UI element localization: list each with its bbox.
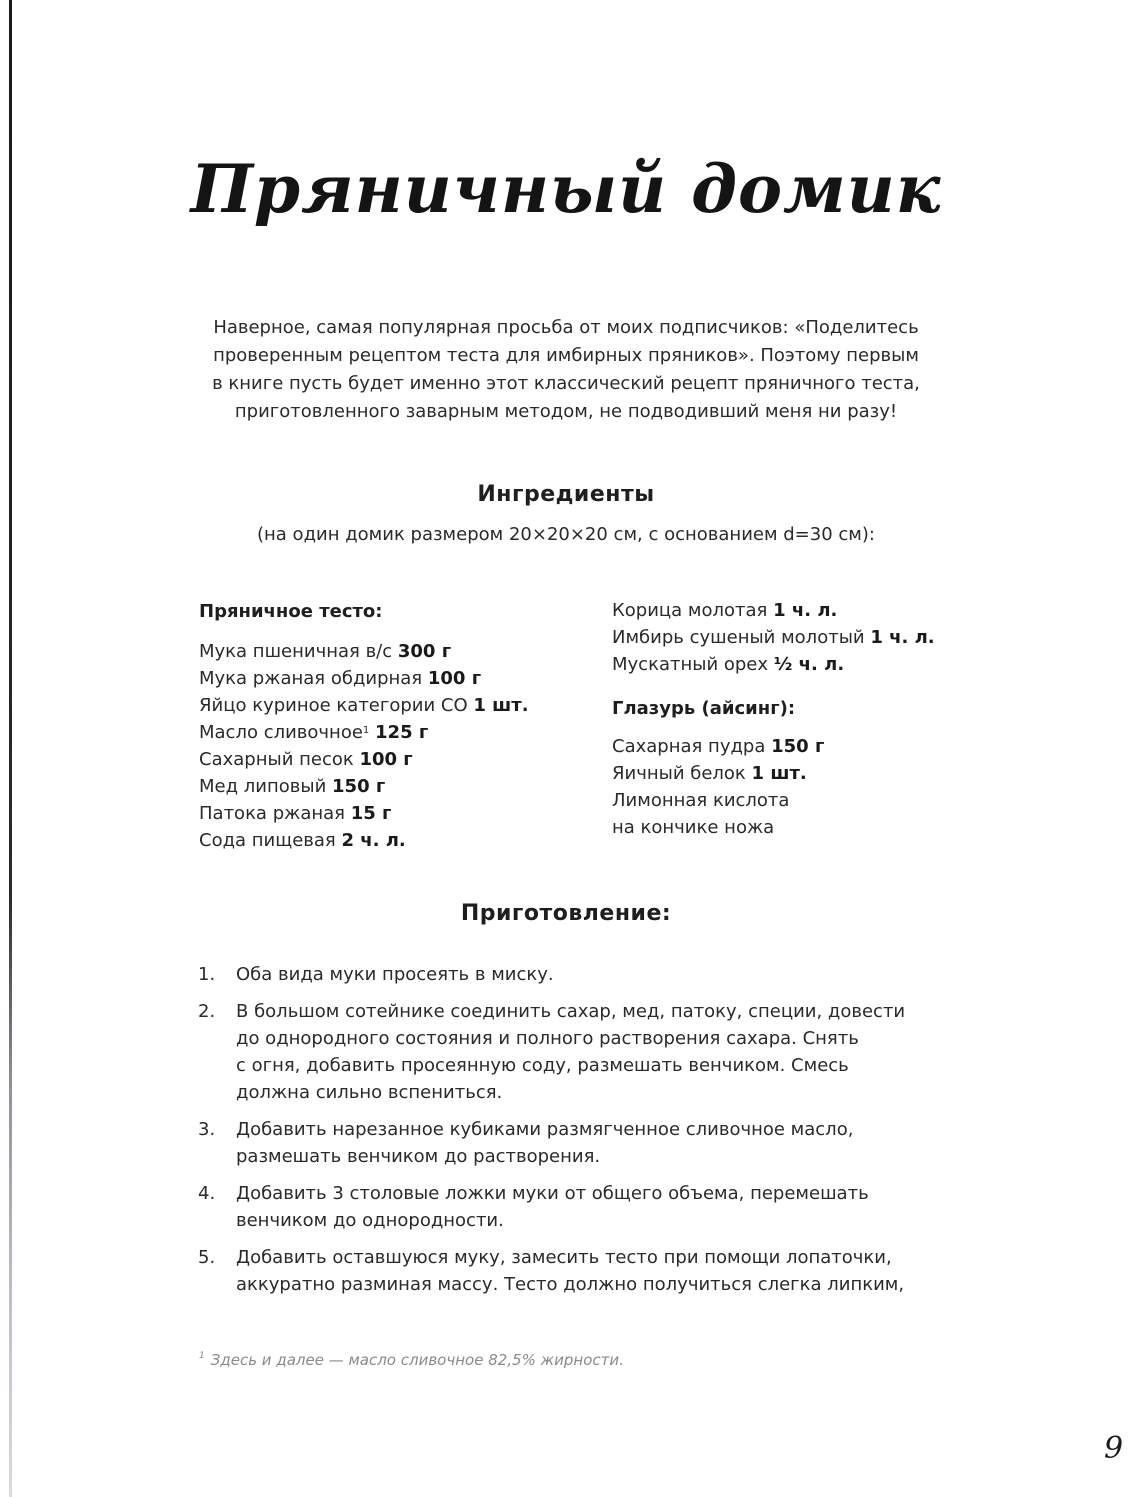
step-text — [236, 998, 958, 1106]
ingredient-item — [612, 597, 1032, 624]
ingredient-name: Масло сливочное — [199, 722, 363, 743]
step-text — [236, 961, 958, 988]
page-number: 9 — [1104, 1431, 1124, 1466]
ingredient-name: Имбирь сушеный молотый — [612, 627, 865, 648]
ingredient-item — [612, 814, 1032, 841]
ingredient-qty: 100 г — [359, 749, 413, 770]
ingredient-qty: 100 г — [427, 668, 482, 689]
step-line: Добавить оставшуюся муку, замесить тесто при помощи лопаточки, — [236, 1247, 892, 1268]
intro-paragraph — [140, 314, 992, 426]
ingredient-qty: 125 г — [375, 722, 429, 743]
step-line: венчиком до однородности. — [236, 1210, 504, 1231]
ingredient-item — [612, 624, 1032, 651]
step-line: аккуратно разминая массу. Тесто должно получиться слегка липким, — [236, 1274, 905, 1295]
ingredient-name: Лимонная кислота — [612, 790, 790, 811]
step-number: 4. — [198, 1183, 216, 1204]
step-line: Добавить 3 столовые ложки муки от общего объема, перемешать — [236, 1183, 869, 1204]
glaze-title: Глазурь (айсинг): — [612, 698, 796, 719]
step-number: 2. — [198, 1001, 216, 1022]
ingredient-item — [199, 746, 599, 773]
ingredient-name: Корица молотая — [612, 600, 768, 621]
step-item — [198, 1116, 958, 1170]
step-number: 3. — [198, 1119, 216, 1140]
ingredient-qty: 1 шт. — [751, 763, 807, 784]
ingredient-item — [612, 651, 1032, 678]
ingredient-name: на кончике ножа — [612, 817, 775, 838]
ingredient-qty: 300 г — [397, 641, 452, 662]
footnote-mark: 1 — [199, 1351, 205, 1361]
intro-line: приготовленного заварным методом, не подводивший меня ни разу! — [234, 401, 898, 422]
ingredient-qty: 1 шт. — [473, 695, 529, 716]
ingredient-name: Сахарный песок — [199, 749, 354, 770]
ingredient-item — [612, 733, 1032, 760]
intro-line: в книге пусть будет именно этот классический рецепт пряничного теста, — [212, 373, 920, 394]
footnote — [199, 1351, 624, 1369]
step-item — [198, 998, 958, 1106]
ingredient-item — [612, 787, 1032, 814]
ingredient-name: Мед липовый — [199, 776, 327, 797]
ingredient-item — [199, 827, 599, 854]
ingredient-qty: 150 г — [332, 776, 386, 797]
ingredient-item — [199, 773, 599, 800]
intro-line: проверенным рецептом теста для имбирных пряников». Поэтому первым — [213, 345, 919, 366]
step-line: Добавить нарезанное кубиками размягченное сливочное масло, — [236, 1119, 854, 1140]
ingredients-heading: Ингредиенты — [477, 482, 655, 507]
step-text — [236, 1244, 958, 1298]
ingredient-item — [199, 800, 599, 827]
ingredient-name: Мускатный орех — [612, 654, 769, 675]
step-line: размешать венчиком до растворения. — [236, 1146, 601, 1167]
ingredient-name: Мука ржаная обдирная — [199, 668, 423, 689]
step-item — [198, 961, 958, 988]
step-text — [236, 1180, 958, 1234]
step-text — [236, 1116, 958, 1170]
ingredient-item — [199, 665, 599, 692]
step-number: 1. — [198, 964, 216, 985]
ingredient-name: Яичный белок — [612, 763, 746, 784]
footnote-marker: 1 — [362, 725, 370, 736]
step-line: Оба вида муки просеять в миску. — [236, 964, 554, 985]
spices-and-glaze — [612, 597, 1032, 841]
step-number: 5. — [198, 1247, 216, 1268]
ingredient-item — [199, 719, 599, 746]
step-item — [198, 1180, 958, 1234]
page-title: Пряничный домик — [190, 150, 942, 228]
step-line: до однородного состояния и полного растворения сахара. Снять — [236, 1028, 859, 1049]
ingredients-subtitle: (на один домик размером 20×20×20 см, с основанием d=30 см): — [257, 524, 875, 545]
ingredient-qty: 150 г — [771, 736, 825, 757]
step-line: с огня, добавить просеянную соду, размешать венчиком. Смесь — [236, 1055, 849, 1076]
preparation-steps — [198, 961, 958, 1308]
ingredient-name: Сода пищевая — [199, 830, 336, 851]
step-line: должна сильно вспениться. — [236, 1082, 503, 1103]
ingredient-item — [199, 638, 599, 665]
ingredient-item — [612, 760, 1032, 787]
ingredient-qty: 15 г — [350, 803, 392, 824]
ingredient-qty: 1 ч. л. — [773, 600, 838, 621]
ingredient-qty: ½ ч. л. — [773, 654, 845, 675]
ingredient-name: Патока ржаная — [199, 803, 345, 824]
step-line: В большом сотейнике соединить сахар, мед, патоку, специи, довести — [236, 1001, 906, 1022]
preparation-heading: Приготовление: — [460, 901, 672, 926]
ingredient-name: Мука пшеничная в/с — [199, 641, 393, 662]
dough-title: Пряничное тесто: — [199, 601, 383, 622]
intro-line: Наверное, самая популярная просьба от моих подписчиков: «Поделитесь — [213, 317, 919, 338]
dough-ingredients — [199, 598, 599, 854]
ingredient-qty: 2 ч. л. — [341, 830, 406, 851]
ingredient-qty: 1 ч. л. — [870, 627, 935, 648]
ingredient-name: Яйцо куриное категории СО — [199, 695, 468, 716]
footnote-text: Здесь и далее — масло сливочное 82,5% жирности. — [210, 1351, 624, 1369]
step-item — [198, 1244, 958, 1298]
ingredient-item — [199, 692, 599, 719]
ingredient-name: Сахарная пудра — [612, 736, 766, 757]
